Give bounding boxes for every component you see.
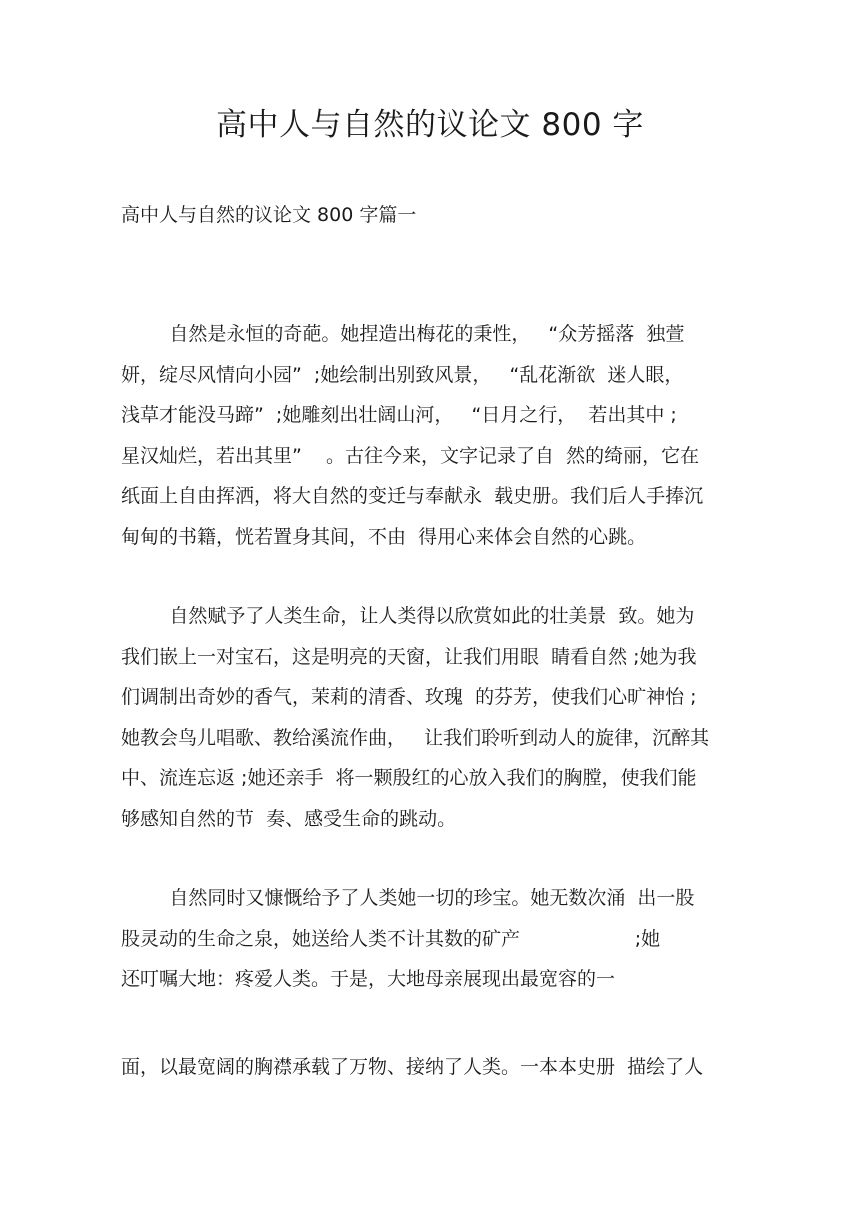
text-line: 甸甸的书籍，恍若置身其间，不由 得用心来体会自然的心跳。 [121,526,647,548]
text-line: 中、流连忘返 ;她还亲手 将一颗殷红的心放入我们的胸膛，使我们能 [121,767,697,789]
section-subtitle: 高中人与自然的议论文 800 字篇一 [121,204,417,226]
text-line: 自然同时又慷慨给予了人类她一切的珍宝。她无数次涌 出一股 [121,887,695,909]
text-line: 还叮嘱大地：疼爱人类。于是，大地母亲展现出最宽容的一 [121,968,616,990]
text-line: 自然赋予了人类生命，让人类得以欣赏如此的壮美景 致。她为 [121,605,695,627]
text-line: 纸面上自由挥洒，将大自然的变迁与奉献永 载史册。我们后人手捧沉 [121,485,704,507]
text-line: 我们嵌上一对宝石，这是明亮的天窗，让我们用眼 睛看自然 ;她为我 [121,646,697,668]
text-line: 妍，绽尽风情向小园” ;她绘制出别致风景， “乱花渐欲 迷人眼， [121,364,684,386]
text-line: 浅草才能没马蹄” ;她雕刻出壮阔山河， “日月之行， 若出其中 ; [121,404,677,426]
text-line: 股灵动的生命之泉，她送给人类不计其数的矿产 ;她 [121,928,661,950]
text-line: 她教会鸟儿唱歌、教给溪流作曲， 让我们聆听到动人的旋律，沉醉其 [121,727,710,749]
text-line: 面，以最宽阔的胸襟承载了万物、接纳了人类。一本本史册 描绘了人 [121,1056,704,1078]
text-line: 够感知自然的节 奏、感受生命的跳动。 [121,808,457,830]
text-line: 星汉灿烂，若出其里” 。古往今来，文字记录了自 然的绮丽，它在 [121,445,700,467]
document-title: 高中人与自然的议论文 800 字 [216,107,644,143]
text-line: 们调制出奇妙的香气，茉莉的清香、玫瑰 的芬芳，使我们心旷神怡 ; [121,686,697,708]
text-line: 自然是永恒的奇葩。她捏造出梅花的秉性， “众芳摇落 独萱 [121,323,685,345]
